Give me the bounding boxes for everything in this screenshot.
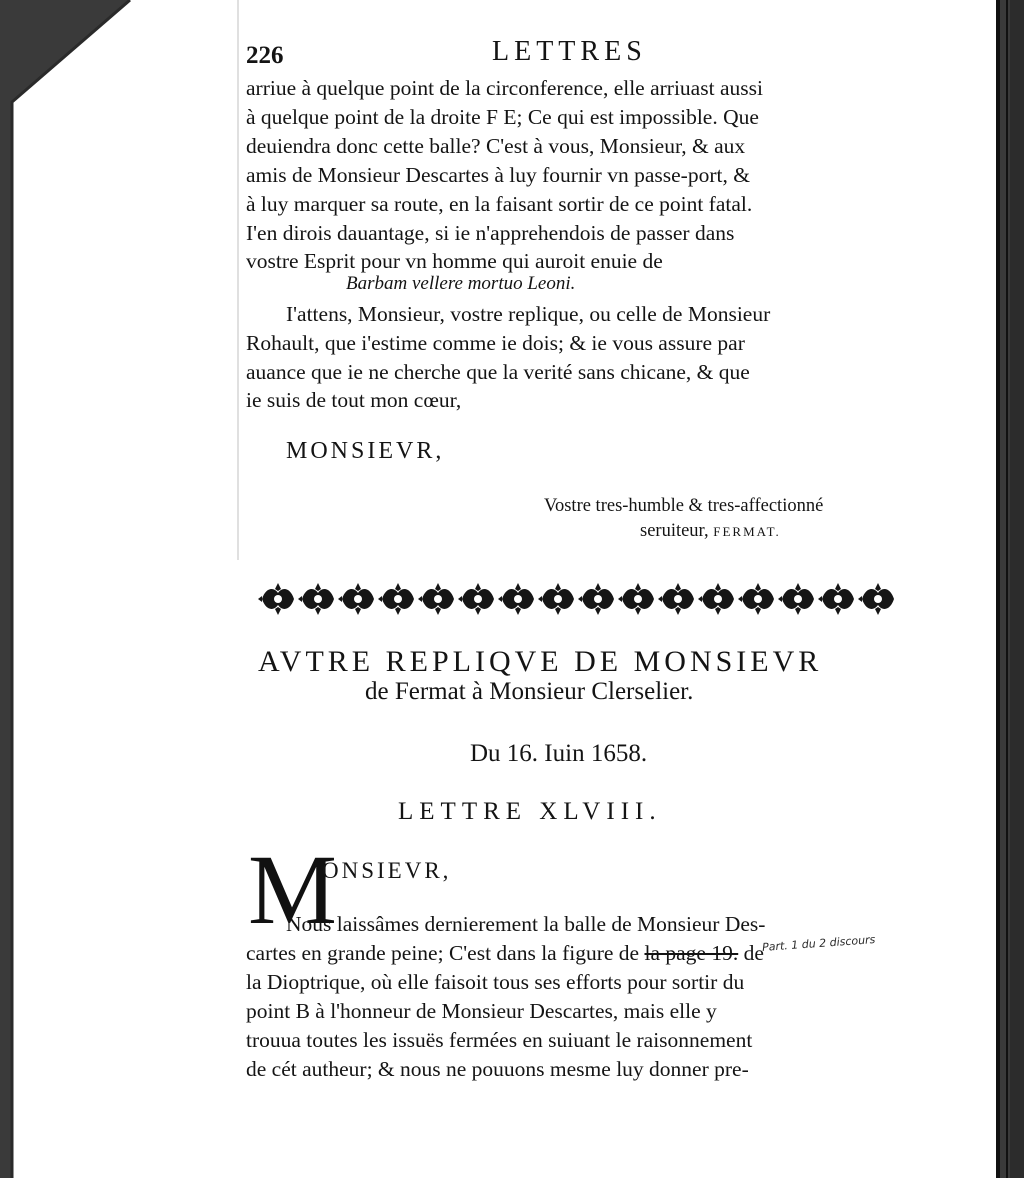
closing-line-3: auance que ie ne cherche que la verité sans chicane, & que — [246, 360, 750, 384]
continuation-line-2: à quelque point de la droite F E; Ce qui est impossible. Que — [246, 105, 759, 129]
fleuron-ornament-band — [258, 579, 898, 619]
latin-quote: Barbam vellere mortuo Leoni. — [346, 273, 576, 294]
signature-line-1: Vostre tres-humble & tres-affectionné — [544, 496, 824, 516]
page-number: 226 — [246, 42, 284, 69]
drop-cap: M — [248, 834, 337, 945]
continuation-line-5: à luy marquer sa route, en la faisant sortir de ce point fatal. — [246, 192, 753, 216]
salutation: MONSIEVR, — [286, 438, 445, 464]
signature-servant: seruiteur, — [640, 521, 709, 541]
handwritten-margin-note: Part. 1 du 2 discours — [761, 933, 876, 954]
continuation-line-6: I'en dirois dauantage, si ie n'apprehendois de passer dans — [246, 221, 735, 245]
signature-line-2 — [640, 521, 781, 542]
scan-right-margin — [1010, 0, 1024, 1178]
letter-date: Du 16. Iuin 1658. — [470, 740, 648, 767]
letter-body-line-2-end: de — [738, 941, 764, 965]
letter-body-line-6: de cét autheur; & nous ne pouuons mesme luy donner pre- — [246, 1057, 749, 1081]
letter-body-line-4: point B à l'honneur de Monsieur Descartes, mais elle y — [246, 999, 717, 1023]
continuation-line-4: amis de Monsieur Descartes à luy fournir vn passe-port, & — [246, 163, 750, 187]
letter-opening: ONSIEVR, — [322, 858, 452, 883]
closing-line-4: ie suis de tout mon cœur, — [246, 388, 462, 412]
continuation-line-7: vostre Esprit pour vn homme qui auroit enuie de — [246, 249, 663, 273]
letter-heading: AVTRE REPLIQVE DE MONSIEVR — [258, 645, 823, 678]
letter-body-line-5: trouua toutes les issuës fermées en suiuant le raisonnement — [246, 1028, 753, 1052]
letter-number: LETTRE XLVIII. — [398, 798, 662, 825]
closing-line-2: Rohault, que i'estime comme ie dois; & ie vous assure par — [246, 331, 745, 355]
struck-page-reference: la page 19. — [644, 941, 739, 965]
signature-name: FERMAT. — [713, 524, 781, 539]
letter-body-line-2-start: cartes en grande peine; C'est dans la figure de — [246, 941, 645, 965]
letter-subheading: de Fermat à Monsieur Clerselier. — [365, 678, 694, 705]
closing-line-1: I'attens, Monsieur, vostre replique, ou celle de Monsieur — [286, 302, 771, 326]
continuation-line-1: arriue à quelque point de la circonference, elle arriuast aussi — [246, 76, 763, 100]
letter-body-line-3: la Dioptrique, où elle faisoit tous ses efforts pour sortir du — [246, 970, 745, 994]
letter-body-line-1: Nous laissâmes dernierement la balle de Monsieur Des- — [286, 912, 766, 936]
continuation-line-3: deuiendra donc cette balle? C'est à vous, Monsieur, & aux — [246, 134, 746, 158]
running-title: LETTRES — [492, 36, 647, 67]
letter-body-line-2 — [246, 939, 764, 967]
